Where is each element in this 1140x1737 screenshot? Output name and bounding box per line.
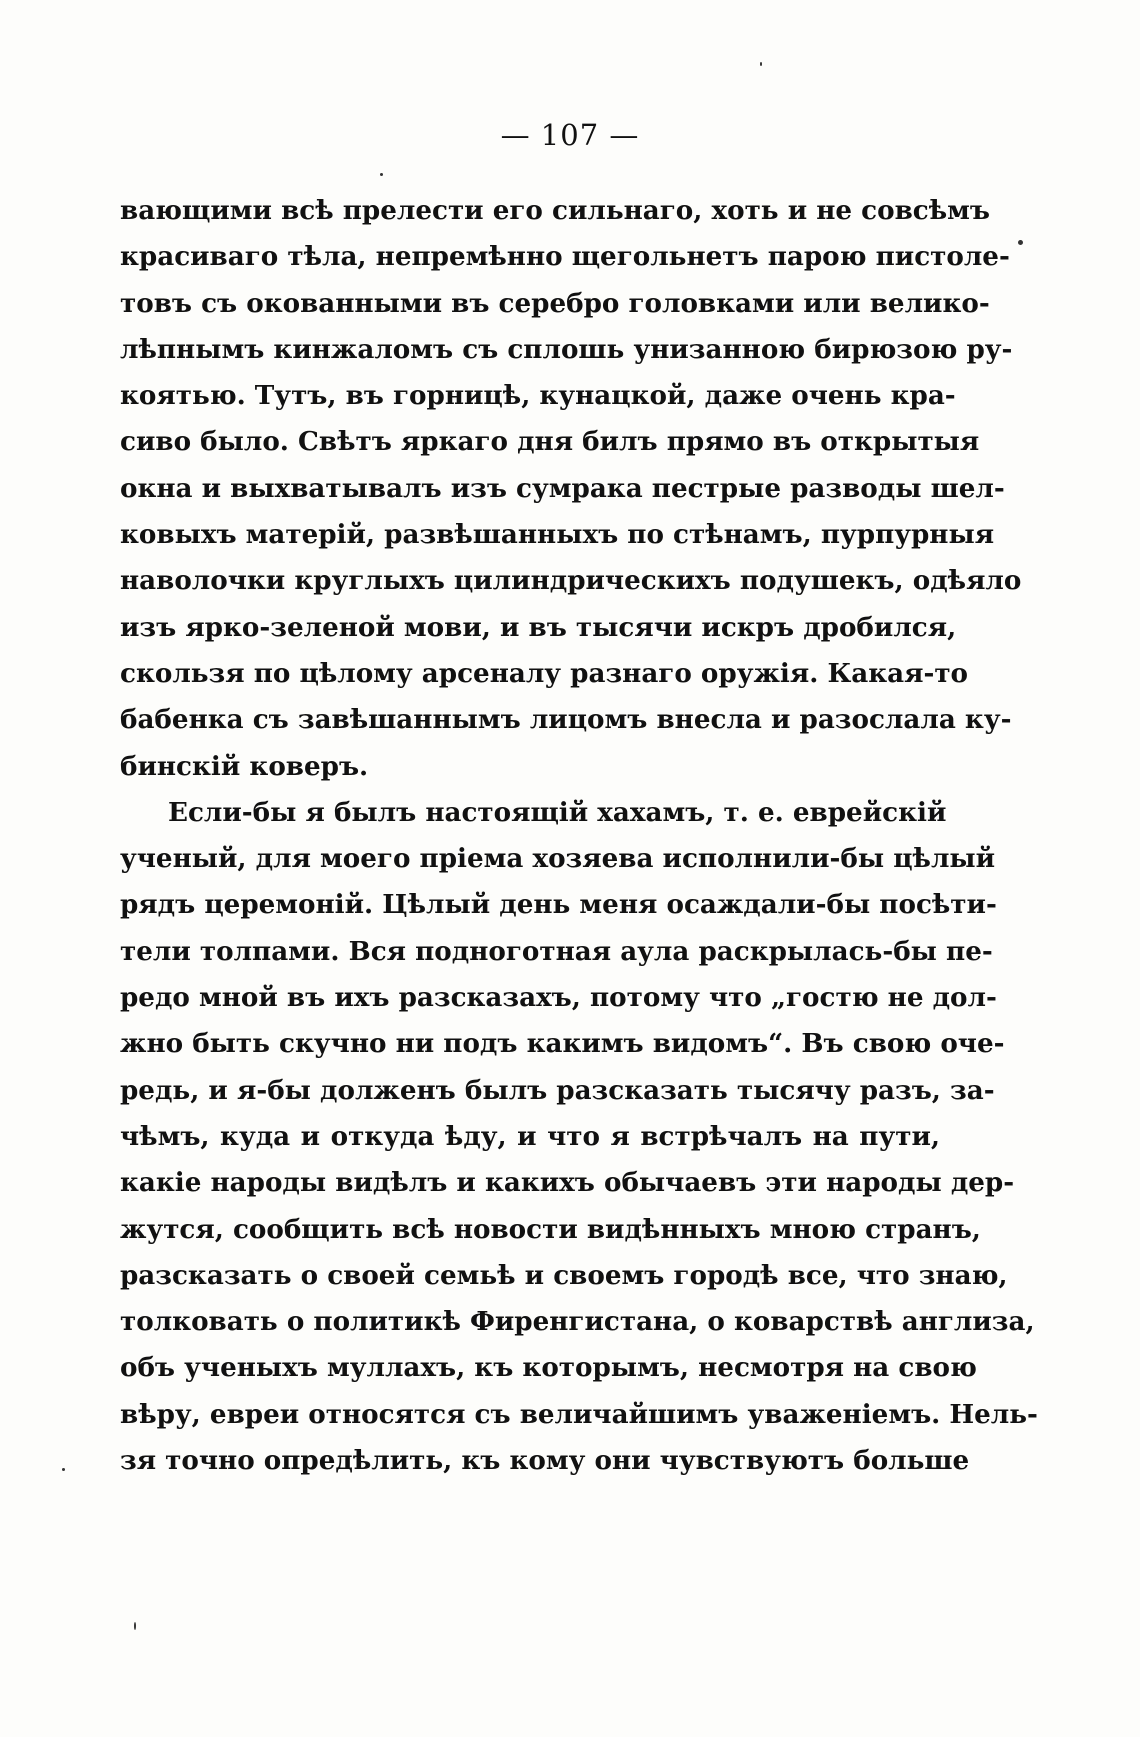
text-line: жно быть скучно ни подъ какимъ видомъ“. Въ свою оче- bbox=[120, 1028, 1005, 1060]
text-line: разсказать о своей семьѣ и своемъ городѣ все, что знаю, bbox=[120, 1259, 1008, 1291]
text-line: лѣпнымъ кинжаломъ съ сплошь унизанною бирюзою ру- bbox=[120, 333, 1013, 365]
page-number: — 107 — bbox=[500, 118, 640, 152]
text-line: зя точно опредѣлить, къ кому они чувствуютъ больше bbox=[120, 1445, 970, 1477]
text-line: редь, и я-бы долженъ былъ разсказать тысячу разъ, за- bbox=[120, 1074, 995, 1106]
text-line: коятью. Тутъ, въ горницѣ, кунацкой, даже очень кра- bbox=[120, 380, 956, 412]
text-line: вающими всѣ прелести его сильнаго, хоть и не совсѣмъ bbox=[120, 195, 990, 226]
text-line: жутся, сообщить всѣ новости видѣнныхъ мною странъ, bbox=[120, 1213, 981, 1245]
text-line: Если-бы я былъ настоящій хахамъ, т. е. еврейскій bbox=[168, 796, 947, 828]
text-line: красиваго тѣла, непремѣнно щегольнетъ парою пистоле- bbox=[120, 241, 1010, 273]
scan-speck bbox=[380, 173, 383, 176]
text-line: ученый, для моего пріема хозяева исполнили-бы цѣлый bbox=[120, 843, 996, 875]
scan-speck bbox=[134, 1622, 136, 1630]
text-line: объ ученыхъ муллахъ, къ которымъ, несмотря на свою bbox=[120, 1352, 977, 1384]
text-line: толковать о политикѣ Фиренгистана, о коварствѣ англиза, bbox=[120, 1306, 1035, 1338]
text-line: какіе народы видѣлъ и какихъ обычаевъ эти народы дер- bbox=[120, 1167, 1015, 1199]
text-line: рядъ церемоній. Цѣлый день меня осаждали-бы посѣти- bbox=[120, 889, 997, 921]
text-line: тели толпами. Вся подноготная аула раскрылась-бы пе- bbox=[120, 935, 993, 967]
text-line: бабенка съ завѣшаннымъ лицомъ внесла и разослала ку- bbox=[120, 704, 1012, 736]
text-line: редо мной въ ихъ разсказахъ, потому что „гостю не дол- bbox=[120, 982, 997, 1014]
scan-speck bbox=[1018, 240, 1023, 245]
text-line: окна и выхватывалъ изъ сумрака пестрые разводы шел- bbox=[120, 472, 1005, 504]
text-line: бинскій коверъ. bbox=[120, 750, 369, 782]
text-line: чѣмъ, куда и откуда ѣду, и что я встрѣчалъ на пути, bbox=[120, 1120, 940, 1152]
text-line: наволочки круглыхъ цилиндрическихъ подушекъ, одѣяло bbox=[120, 565, 1022, 597]
text-line: скользя по цѣлому арсеналу разнаго оружія. Какая-то bbox=[120, 657, 969, 689]
page-text bbox=[120, 188, 1038, 1484]
text-line: изъ ярко-зеленой мови, и въ тысячи искръ дробился, bbox=[120, 611, 957, 643]
paragraph-1 bbox=[120, 188, 1022, 790]
text-line: вѣру, евреи относятся съ величайшимъ уваженіемъ. Нель- bbox=[120, 1398, 1038, 1430]
text-line: товъ съ окованными въ серебро головками или велико- bbox=[120, 287, 990, 319]
paragraph-2 bbox=[120, 790, 1038, 1484]
text-line: сиво было. Свѣтъ яркаго дня билъ прямо въ открытыя bbox=[120, 426, 980, 458]
text-line: ковыхъ матерій, развѣшанныхъ по стѣнамъ, пурпурныя bbox=[120, 519, 995, 551]
scan-speck bbox=[62, 1468, 65, 1471]
scan-speck bbox=[760, 62, 762, 66]
